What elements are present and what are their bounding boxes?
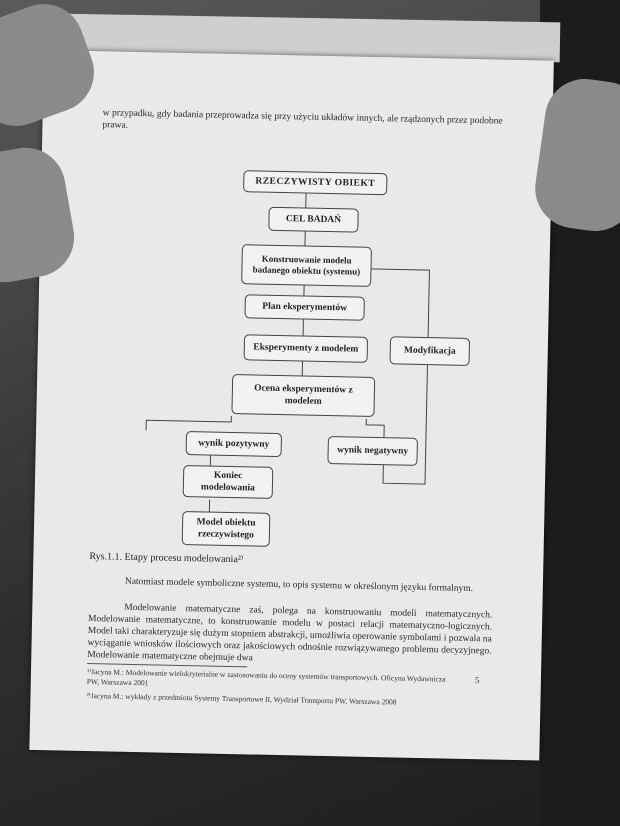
box-model-obiektu: Model obiektu rzeczywistego [182, 511, 271, 547]
body-paragraph-2: Modelowanie matematyczne zaś, polega na konstruowaniu modeli matematycznych. Modelowanie matematyczne, to konstruowanie modelu w postaci relacji matematyczno-logicznych. Model taki charakteryzuje się dużym stopniem abstrakcji, umożliwia operowanie symbolami i pozwala na wyciąganie wniosków ilościowych oraz jakościowych odnośnie rozwiązywanego problemu decyzyjnego. Modelowanie matematyczne obejmuje dwa [87, 602, 493, 664]
box-wynik-pozytywny: wynik pozytywny [186, 431, 282, 457]
arrow-ocena-pozytywny [146, 414, 231, 432]
box-konstruowanie: Konstruowanie modelu badanego obiektu (systemu) [241, 244, 372, 287]
box-wynik-negatywny: wynik negatywny [327, 436, 418, 466]
box-koniec-modelowania: Koniec modelowania [183, 465, 274, 499]
arrow-modyfikacja-konstruowanie [368, 269, 429, 338]
box-rzeczywisty-obiekt: RZECZYWISTY OBIEKT [243, 170, 387, 195]
footnote-1: ¹⁾Jacyna M.: Modelowanie wielokryterialne w zastosowaniu do oceny systemów transportowych. Oficyna Wydawnicza PW, Warszawa 2001 [86, 667, 446, 688]
document-page [29, 50, 554, 761]
footnote-2: ²⁾Jacyna M.: wykłady z przedmiotu Systemy Transportowe II, Wydział Transportu PW, Warszawa 2008 [86, 691, 397, 707]
box-modyfikacja: Modyfikacja [389, 336, 470, 366]
page-number: 5 [474, 675, 480, 686]
box-eksperymenty: Eksperymenty z modelem [244, 334, 369, 363]
arrow-negatywny-modyfikacja [383, 362, 428, 484]
intro-paragraph: w przypadku, gdy badania przeprowadza się przy użyciu układów innych, ale rządzonych przez podobne prawa. [102, 108, 503, 131]
box-cel-badan: CEL BADAŃ [268, 207, 358, 233]
box-plan-eksperymentow: Plan eksperymentów [244, 294, 364, 321]
figure-caption: Rys.1.1. Etapy procesu modelowania²⁾ [89, 551, 244, 566]
arrow-ocena-negatywny [366, 419, 384, 437]
body-paragraph-1: Natomiast modele symboliczne systemu, to opis systemu w określonym języku formalnym. [124, 576, 474, 595]
box-ocena: Ocena eksperymentów z modelem [231, 374, 375, 417]
